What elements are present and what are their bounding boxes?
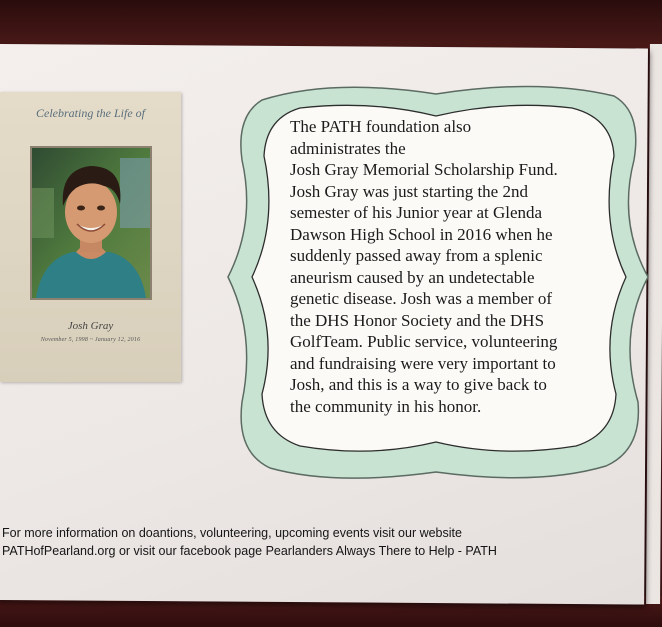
portrait-photo (30, 146, 152, 300)
footer-line-2: PATHofPearland.org or visit our facebook page Pearlanders Always There to Help - PATH (2, 544, 497, 558)
memorial-heading: Celebrating the Life of (36, 106, 145, 120)
memorial-photo-card (0, 92, 181, 382)
memorial-name: Josh Gray (67, 320, 114, 332)
memorial-dates: November 5, 1998 ~ January 12, 2016 (40, 337, 141, 343)
footer-info (2, 524, 642, 560)
portrait-illustration (32, 148, 150, 298)
footer-line-1: For more information on doantions, volunteering, upcoming events visit our website (2, 526, 462, 540)
scholarship-description: The PATH foundation also administrates the Josh Gray Memorial Scholarship Fund. Josh Gray was just starting the 2nd semester of his Junior year at Glenda Dawson High School in 2016 when he suddenly passed away from a splenic aneurism caused by an undetectable genetic disease. Josh was a member of the DHS Honor Society and the DHS GolfTeam. Public service, volunteering and fundraising were very important to Josh, and this is a way to give back to the community in his honor. (290, 117, 558, 416)
table-surface-top (0, 0, 662, 48)
